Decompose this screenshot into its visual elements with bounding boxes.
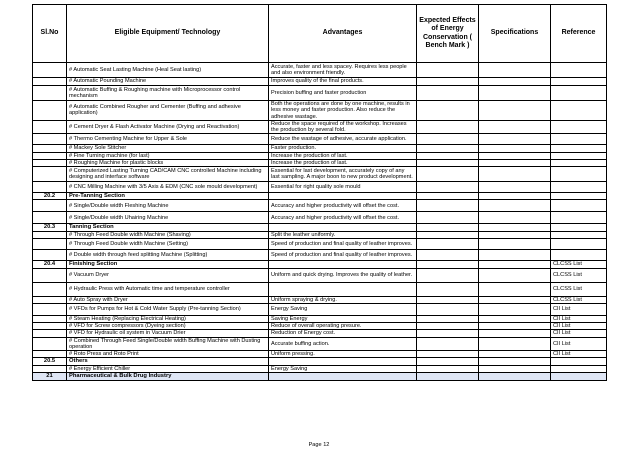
table-row bbox=[33, 330, 607, 337]
advantages-cell bbox=[269, 373, 417, 380]
expected-effects-cell bbox=[417, 268, 479, 282]
table-row bbox=[33, 167, 607, 182]
specifications-cell bbox=[479, 330, 551, 337]
reference-cell bbox=[551, 134, 607, 145]
equipment-cell: Finishing Section bbox=[67, 261, 269, 268]
specifications-cell bbox=[479, 268, 551, 282]
reference-cell bbox=[551, 167, 607, 182]
expected-effects-cell bbox=[417, 337, 479, 351]
equipment-cell: # Automatic Seat Lasting Machine (Heal Seat lasting) bbox=[67, 63, 269, 78]
table-row bbox=[33, 337, 607, 351]
table-row bbox=[33, 231, 607, 238]
sl-no-cell bbox=[33, 365, 67, 372]
sl-no-cell bbox=[33, 250, 67, 261]
table-row bbox=[33, 145, 607, 152]
specifications-cell bbox=[479, 323, 551, 330]
advantages-cell: Reduction of Energy cost. bbox=[269, 330, 417, 337]
reference-cell bbox=[551, 212, 607, 224]
equipment-cell: # Single/Double width Fleshing Machine bbox=[67, 200, 269, 212]
reference-cell bbox=[551, 86, 607, 101]
table-row bbox=[33, 182, 607, 193]
expected-effects-cell bbox=[417, 193, 479, 200]
equipment-cell: # Mackey Sole Stitcher bbox=[67, 145, 269, 152]
reference-cell bbox=[551, 365, 607, 372]
specifications-cell bbox=[479, 351, 551, 358]
advantages-cell: Faster production. bbox=[269, 145, 417, 152]
specifications-cell bbox=[479, 193, 551, 200]
equipment-cell: # Single/Double width Uhairing Machine bbox=[67, 212, 269, 224]
reference-cell bbox=[551, 63, 607, 78]
expected-effects-cell bbox=[417, 261, 479, 268]
table-row bbox=[33, 212, 607, 224]
table-row bbox=[33, 239, 607, 250]
expected-effects-cell bbox=[417, 120, 479, 134]
sl-no-cell bbox=[33, 303, 67, 315]
equipment-cell: # Roto Press and Roto Print bbox=[67, 351, 269, 358]
sl-no-cell bbox=[33, 239, 67, 250]
header-equipment: Eligible Equipment/ Technology bbox=[67, 5, 269, 63]
equipment-cell: Pre-Tanning Section bbox=[67, 193, 269, 200]
equipment-cell: # Automatic Combined Rougher and Cementer (Buffing and adhesive application) bbox=[67, 101, 269, 121]
specifications-cell bbox=[479, 152, 551, 159]
sl-no-cell bbox=[33, 231, 67, 238]
advantages-cell bbox=[269, 193, 417, 200]
specifications-cell bbox=[479, 296, 551, 303]
table-row bbox=[33, 303, 607, 315]
advantages-cell: Saving Energy bbox=[269, 315, 417, 322]
reference-cell: CII List bbox=[551, 337, 607, 351]
specifications-cell bbox=[479, 159, 551, 166]
specifications-cell bbox=[479, 78, 551, 86]
advantages-cell: Split the leather uniformly. bbox=[269, 231, 417, 238]
equipment-cell: # Roughing Machine for plastic blocks bbox=[67, 159, 269, 166]
reference-cell bbox=[551, 239, 607, 250]
header-row bbox=[33, 5, 607, 63]
reference-cell: CII List bbox=[551, 330, 607, 337]
equipment-cell: # VFDs for Pumps for Hot & Cold Water Supply (Pre-tanning Section) bbox=[67, 303, 269, 315]
sl-no-cell bbox=[33, 120, 67, 134]
header-specifications: Specifications bbox=[479, 5, 551, 63]
table-body bbox=[33, 63, 607, 381]
specifications-cell bbox=[479, 182, 551, 193]
advantages-cell: Accurate buffing action. bbox=[269, 337, 417, 351]
sl-no-cell bbox=[33, 330, 67, 337]
expected-effects-cell bbox=[417, 152, 479, 159]
expected-effects-cell bbox=[417, 282, 479, 296]
reference-cell: CII List bbox=[551, 323, 607, 330]
specifications-cell bbox=[479, 167, 551, 182]
sl-no-cell bbox=[33, 167, 67, 182]
expected-effects-cell bbox=[417, 182, 479, 193]
reference-cell bbox=[551, 358, 607, 365]
table-row bbox=[33, 282, 607, 296]
reference-cell bbox=[551, 152, 607, 159]
sl-no-cell bbox=[33, 145, 67, 152]
reference-cell bbox=[551, 373, 607, 380]
table-row bbox=[33, 159, 607, 166]
equipment-cell: # CNC Milling Machine with 3/5 Axis & EDM (CNC sole mould development) bbox=[67, 182, 269, 193]
sl-no-cell: 20.2 bbox=[33, 193, 67, 200]
reference-cell bbox=[551, 200, 607, 212]
table-row bbox=[33, 296, 607, 303]
advantages-cell: Accuracy and higher productivity will offset the cost. bbox=[269, 212, 417, 224]
advantages-cell: Accurate, faster and less spacey. Requires less people and also environment friendly. bbox=[269, 63, 417, 78]
expected-effects-cell bbox=[417, 145, 479, 152]
expected-effects-cell bbox=[417, 373, 479, 380]
sl-no-cell bbox=[33, 63, 67, 78]
reference-cell: CII List bbox=[551, 303, 607, 315]
specifications-cell bbox=[479, 303, 551, 315]
sl-no-cell bbox=[33, 78, 67, 86]
sl-no-cell bbox=[33, 323, 67, 330]
specifications-cell bbox=[479, 282, 551, 296]
reference-cell: CII List bbox=[551, 315, 607, 322]
sl-no-cell bbox=[33, 282, 67, 296]
equipment-cell: # Automatic Pounding Machine bbox=[67, 78, 269, 86]
advantages-cell: Accuracy and higher productivity will offset the cost. bbox=[269, 200, 417, 212]
reference-cell: CLCSS List bbox=[551, 268, 607, 282]
advantages-cell: Increase the production of last. bbox=[269, 152, 417, 159]
equipment-cell: # Auto Spray with Dryer bbox=[67, 296, 269, 303]
table-row bbox=[33, 152, 607, 159]
advantages-cell bbox=[269, 282, 417, 296]
equipment-cell: # Steam Heating (Replacing Electrical Heating) bbox=[67, 315, 269, 322]
equipment-cell: # Cement Dryer & Flash Activator Machine (Drying and Reactivation) bbox=[67, 120, 269, 134]
advantages-cell: Essential for last development, accurately copy of any last sampling. A major boon to new product development. bbox=[269, 167, 417, 182]
table-row bbox=[33, 351, 607, 358]
sl-no-cell bbox=[33, 134, 67, 145]
specifications-cell bbox=[479, 200, 551, 212]
sl-no-cell bbox=[33, 182, 67, 193]
sl-no-cell bbox=[33, 152, 67, 159]
expected-effects-cell bbox=[417, 78, 479, 86]
specifications-cell bbox=[479, 101, 551, 121]
sl-no-cell bbox=[33, 86, 67, 101]
expected-effects-cell bbox=[417, 134, 479, 145]
table-row bbox=[33, 134, 607, 145]
advantages-cell bbox=[269, 358, 417, 365]
table-row bbox=[33, 101, 607, 121]
equipment-cell: # Computerized Lasting Turning CAD/CAM CNC controlled Machine including designing and interface software bbox=[67, 167, 269, 182]
sl-no-cell bbox=[33, 337, 67, 351]
sl-no-cell: 20.4 bbox=[33, 261, 67, 268]
equipment-cell: # Combined Through Feed Single/Double width Buffing Machine with Dusting operation bbox=[67, 337, 269, 351]
equipment-cell: # Fine Turning machine (for last) bbox=[67, 152, 269, 159]
expected-effects-cell bbox=[417, 200, 479, 212]
specifications-cell bbox=[479, 358, 551, 365]
reference-cell bbox=[551, 250, 607, 261]
expected-effects-cell bbox=[417, 239, 479, 250]
advantages-cell: Speed of production and final quality of leather improves. bbox=[269, 250, 417, 261]
table-row bbox=[33, 78, 607, 86]
header-advantages: Advantages bbox=[269, 5, 417, 63]
specifications-cell bbox=[479, 224, 551, 231]
section-row bbox=[33, 261, 607, 268]
specifications-cell bbox=[479, 239, 551, 250]
reference-cell: CII List bbox=[551, 351, 607, 358]
equipment-cell: # VFD for Screw compressors (Dyeing section) bbox=[67, 323, 269, 330]
table-row bbox=[33, 63, 607, 78]
reference-cell bbox=[551, 145, 607, 152]
specifications-cell bbox=[479, 231, 551, 238]
expected-effects-cell bbox=[417, 351, 479, 358]
advantages-cell: Improves quality of the final products. bbox=[269, 78, 417, 86]
expected-effects-cell bbox=[417, 231, 479, 238]
specifications-cell bbox=[479, 365, 551, 372]
section-row bbox=[33, 373, 607, 380]
section-row bbox=[33, 224, 607, 231]
section-row bbox=[33, 358, 607, 365]
advantages-cell: Uniform spraying & drying. bbox=[269, 296, 417, 303]
expected-effects-cell bbox=[417, 159, 479, 166]
sl-no-cell bbox=[33, 268, 67, 282]
sl-no-cell bbox=[33, 159, 67, 166]
header-slno: Sl.No bbox=[33, 5, 67, 63]
advantages-cell: Both the operations are done by one machine, results in less money and faster production. Also reduce the adhesive wastage. bbox=[269, 101, 417, 121]
advantages-cell: Uniform and quick drying. Improves the quality of leather. bbox=[269, 268, 417, 282]
expected-effects-cell bbox=[417, 101, 479, 121]
sl-no-cell bbox=[33, 101, 67, 121]
equipment-cell: # Double width through feed splitting Machine (Splitting) bbox=[67, 250, 269, 261]
sl-no-cell: 21 bbox=[33, 373, 67, 380]
equipment-table bbox=[32, 4, 607, 381]
expected-effects-cell bbox=[417, 315, 479, 322]
advantages-cell: Reduce the space required of the workshop. Increases the production by several fold. bbox=[269, 120, 417, 134]
reference-cell bbox=[551, 120, 607, 134]
table-row bbox=[33, 120, 607, 134]
specifications-cell bbox=[479, 373, 551, 380]
expected-effects-cell bbox=[417, 63, 479, 78]
table-row bbox=[33, 315, 607, 322]
reference-cell bbox=[551, 101, 607, 121]
reference-cell bbox=[551, 193, 607, 200]
reference-cell: CLCSS List bbox=[551, 261, 607, 268]
specifications-cell bbox=[479, 315, 551, 322]
header-reference: Reference bbox=[551, 5, 607, 63]
specifications-cell bbox=[479, 250, 551, 261]
equipment-cell: # VFD for Hydraulic oil system in Vacuum Drier bbox=[67, 330, 269, 337]
expected-effects-cell bbox=[417, 224, 479, 231]
advantages-cell bbox=[269, 261, 417, 268]
specifications-cell bbox=[479, 86, 551, 101]
reference-cell bbox=[551, 231, 607, 238]
table-row bbox=[33, 250, 607, 261]
specifications-cell bbox=[479, 337, 551, 351]
expected-effects-cell bbox=[417, 212, 479, 224]
reference-cell bbox=[551, 78, 607, 86]
sl-no-cell bbox=[33, 212, 67, 224]
advantages-cell: Speed of production and final quality of leather improves. bbox=[269, 239, 417, 250]
expected-effects-cell bbox=[417, 250, 479, 261]
specifications-cell bbox=[479, 134, 551, 145]
equipment-cell: Others bbox=[67, 358, 269, 365]
specifications-cell bbox=[479, 63, 551, 78]
equipment-cell: # Vacuum Dryer bbox=[67, 268, 269, 282]
equipment-cell: # Thermo Cementing Machine for Upper & Sole bbox=[67, 134, 269, 145]
advantages-cell bbox=[269, 224, 417, 231]
reference-cell bbox=[551, 182, 607, 193]
expected-effects-cell bbox=[417, 358, 479, 365]
reference-cell bbox=[551, 159, 607, 166]
sl-no-cell: 20.5 bbox=[33, 358, 67, 365]
page-number: Page 12 bbox=[308, 442, 330, 448]
table-row bbox=[33, 365, 607, 372]
expected-effects-cell bbox=[417, 296, 479, 303]
specifications-cell bbox=[479, 145, 551, 152]
sl-no-cell bbox=[33, 315, 67, 322]
advantages-cell: Increase the production of last. bbox=[269, 159, 417, 166]
equipment-cell: # Hydraulic Press with Automatic time and temperature controller bbox=[67, 282, 269, 296]
expected-effects-cell bbox=[417, 167, 479, 182]
reference-cell: CLCSS List bbox=[551, 282, 607, 296]
sl-no-cell bbox=[33, 200, 67, 212]
sl-no-cell bbox=[33, 351, 67, 358]
expected-effects-cell bbox=[417, 86, 479, 101]
equipment-cell: Tanning Section bbox=[67, 224, 269, 231]
sl-no-cell bbox=[33, 296, 67, 303]
expected-effects-cell bbox=[417, 330, 479, 337]
table-row bbox=[33, 323, 607, 330]
expected-effects-cell bbox=[417, 365, 479, 372]
equipment-cell: # Energy Efficient Chiller bbox=[67, 365, 269, 372]
reference-cell bbox=[551, 224, 607, 231]
advantages-cell: Reduce the wastage of adhesive, accurate application. bbox=[269, 134, 417, 145]
equipment-cell: # Through Feed Double width Machine (Setting) bbox=[67, 239, 269, 250]
table-row bbox=[33, 200, 607, 212]
header-expected-effects: Expected Effects of Energy Conservation ( Bench Mark ) bbox=[417, 5, 479, 63]
equipment-cell: # Automatic Buffing & Roughing machine with Microprocessor control mechanism bbox=[67, 86, 269, 101]
expected-effects-cell bbox=[417, 303, 479, 315]
table-row bbox=[33, 86, 607, 101]
equipment-cell: # Through Feed Double width Machine (Shaving) bbox=[67, 231, 269, 238]
advantages-cell: Energy Saving bbox=[269, 303, 417, 315]
advantages-cell: Precision buffing and faster production bbox=[269, 86, 417, 101]
reference-cell: CLCSS List bbox=[551, 296, 607, 303]
equipment-cell: Pharmaceutical & Bulk Drug Industry bbox=[67, 373, 269, 380]
sl-no-cell: 20.3 bbox=[33, 224, 67, 231]
specifications-cell bbox=[479, 120, 551, 134]
advantages-cell: Energy Saving bbox=[269, 365, 417, 372]
specifications-cell bbox=[479, 261, 551, 268]
expected-effects-cell bbox=[417, 323, 479, 330]
table-row bbox=[33, 268, 607, 282]
advantages-cell: Reduce of overall operating presure. bbox=[269, 323, 417, 330]
section-row bbox=[33, 193, 607, 200]
advantages-cell: Uniform pressing. bbox=[269, 351, 417, 358]
advantages-cell: Essential for right quality sole mould bbox=[269, 182, 417, 193]
specifications-cell bbox=[479, 212, 551, 224]
